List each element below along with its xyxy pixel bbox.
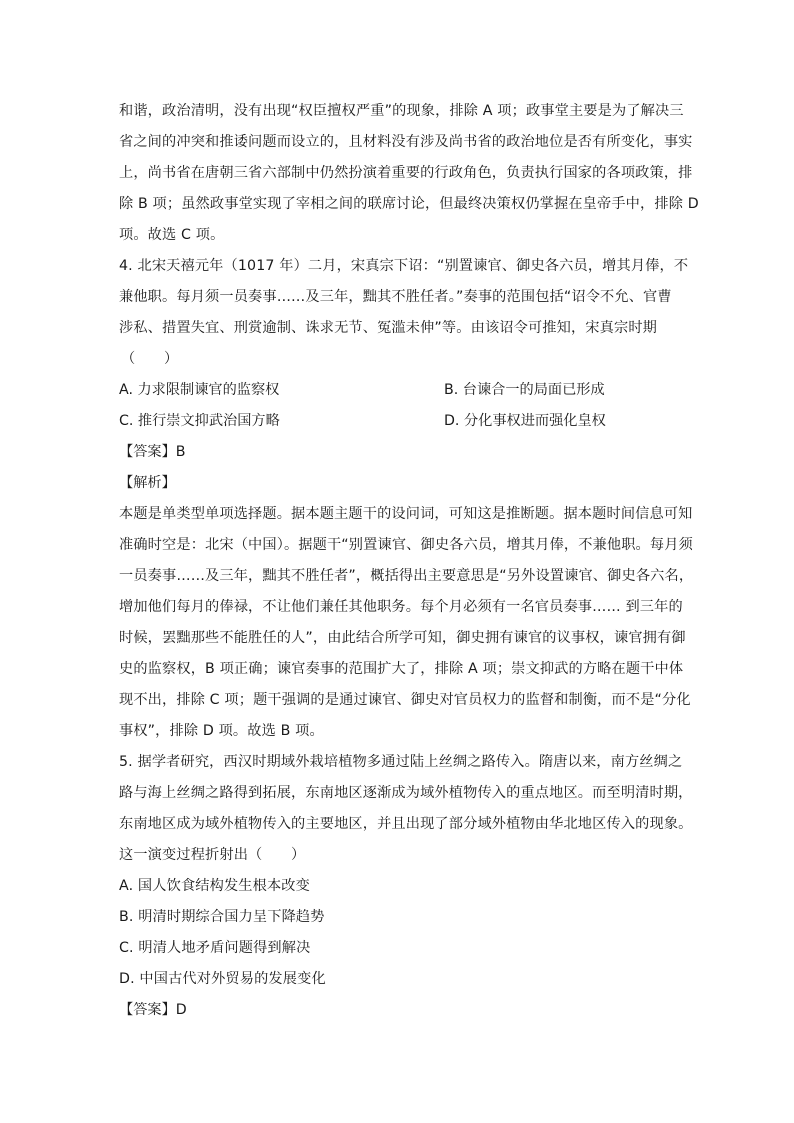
question-4	[119, 251, 694, 747]
option-b: B. 台谏合一的局面已形成	[444, 382, 605, 398]
question-stem-line: 东南地区成为域外植物传入的主要地区，并且出现了部分域外植物由华北地区传入的现象。	[119, 816, 693, 832]
option-c: C. 明清人地矛盾问题得到解决	[119, 940, 311, 956]
answer-tag: 【答案】D	[119, 1002, 187, 1018]
text-line: 除 B 项；虽然政事堂实现了宰相之间的联席讨论，但最终决策权仍掌握在皇帝手中，排除 D	[119, 196, 699, 212]
text-line: 项。故选 C 项。	[119, 227, 225, 243]
question-stem-line: 涉私、措置失宜、刑赏逾制、诛求无节、冤滥未伸”等。由该诏令可推知，宋真宗时期	[119, 320, 657, 336]
analysis-continuation	[119, 96, 699, 251]
option-d: D. 分化事权进而强化皇权	[444, 413, 606, 429]
question-stem-line: 5. 据学者研究，西汉时期域外栽培植物多通过陆上丝绸之路传入。隋唐以来，南方丝绸之	[119, 754, 683, 770]
analysis-line: 史的监察权，B 项正确；谏官奏事的范围扩大了，排除 A 项；崇文抑武的方略在题干中体	[119, 661, 684, 677]
options-row	[119, 406, 683, 437]
analysis-line: 现不出，排除 C 项；题干强调的是通过谏官、御史对官员权力的监督和制衡，而不是“分化	[119, 692, 691, 708]
question-stem-line: 4. 北宋天禧元年（1017 年）二月，宋真宗下诏：“别置谏官、御史各六员，增其月俸，不	[119, 258, 689, 274]
question-stem-line: 路与海上丝绸之路得到拓展，东南地区逐渐成为域外植物传入的重点地区。而至明清时期，	[119, 785, 693, 801]
answer-tag: 【答案】B	[119, 444, 186, 460]
options-row	[119, 375, 683, 406]
analysis-line: 增加他们每月的俸禄，不让他们兼任其他职务。每个月必须有一名官员奏事…… 到三年的	[119, 599, 683, 615]
question-5	[119, 747, 693, 1026]
document-page	[119, 96, 699, 1026]
option-c: C. 推行崇文抑武治国方略	[119, 413, 280, 429]
text-line: 和谐，政治清明，没有出现“权臣擅权严重”的现象，排除 A 项；政事堂主要是为了解决三	[119, 103, 684, 119]
analysis-line: 准确时空是：北宋（中国）。据题干“别置谏官、御史各六员，增其月俸，不兼他职。每月须	[119, 537, 693, 553]
option-b: B. 明清时期综合国力呈下降趋势	[119, 909, 325, 925]
option-a: A. 力求限制谏官的监察权	[119, 382, 280, 398]
answer-blank: （ ）	[121, 351, 179, 367]
analysis-line: 一员奏事……及三年，黜其不胜任者”，概括得出主要意思是“另外设置谏官、御史各六名，	[119, 568, 694, 584]
option-d: D. 中国古代对外贸易的发展变化	[119, 971, 326, 987]
question-stem-line: 兼他职。每月须一员奏事……及三年，黜其不胜任者。”奏事的范围包括“诏令不允、官曹	[119, 289, 672, 305]
analysis-line: 本题是单类型单项选择题。据本题主题干的设问词，可知这是推断题。据本题时间信息可知	[119, 506, 693, 522]
analysis-line: 事权”，排除 D 项。故选 B 项。	[119, 723, 324, 739]
analysis-tag: 【解析】	[119, 475, 176, 491]
text-line: 上，尚书省在唐朝三省六部制中仍然扮演着重要的行政角色，负责执行国家的各项政策，排	[119, 165, 693, 181]
text-line: 省之间的冲突和推诿问题而设立的，且材料没有涉及尚书省的政治地位是否有所变化，事实	[119, 134, 693, 150]
question-stem-line: 这一演变过程折射出（ ）	[119, 847, 306, 863]
analysis-line: 时候，罢黜那些不能胜任的人”，由此结合所学可知，御史拥有谏官的议事权，谏官拥有御	[119, 630, 686, 646]
option-a: A. 国人饮食结构发生根本改变	[119, 878, 310, 894]
